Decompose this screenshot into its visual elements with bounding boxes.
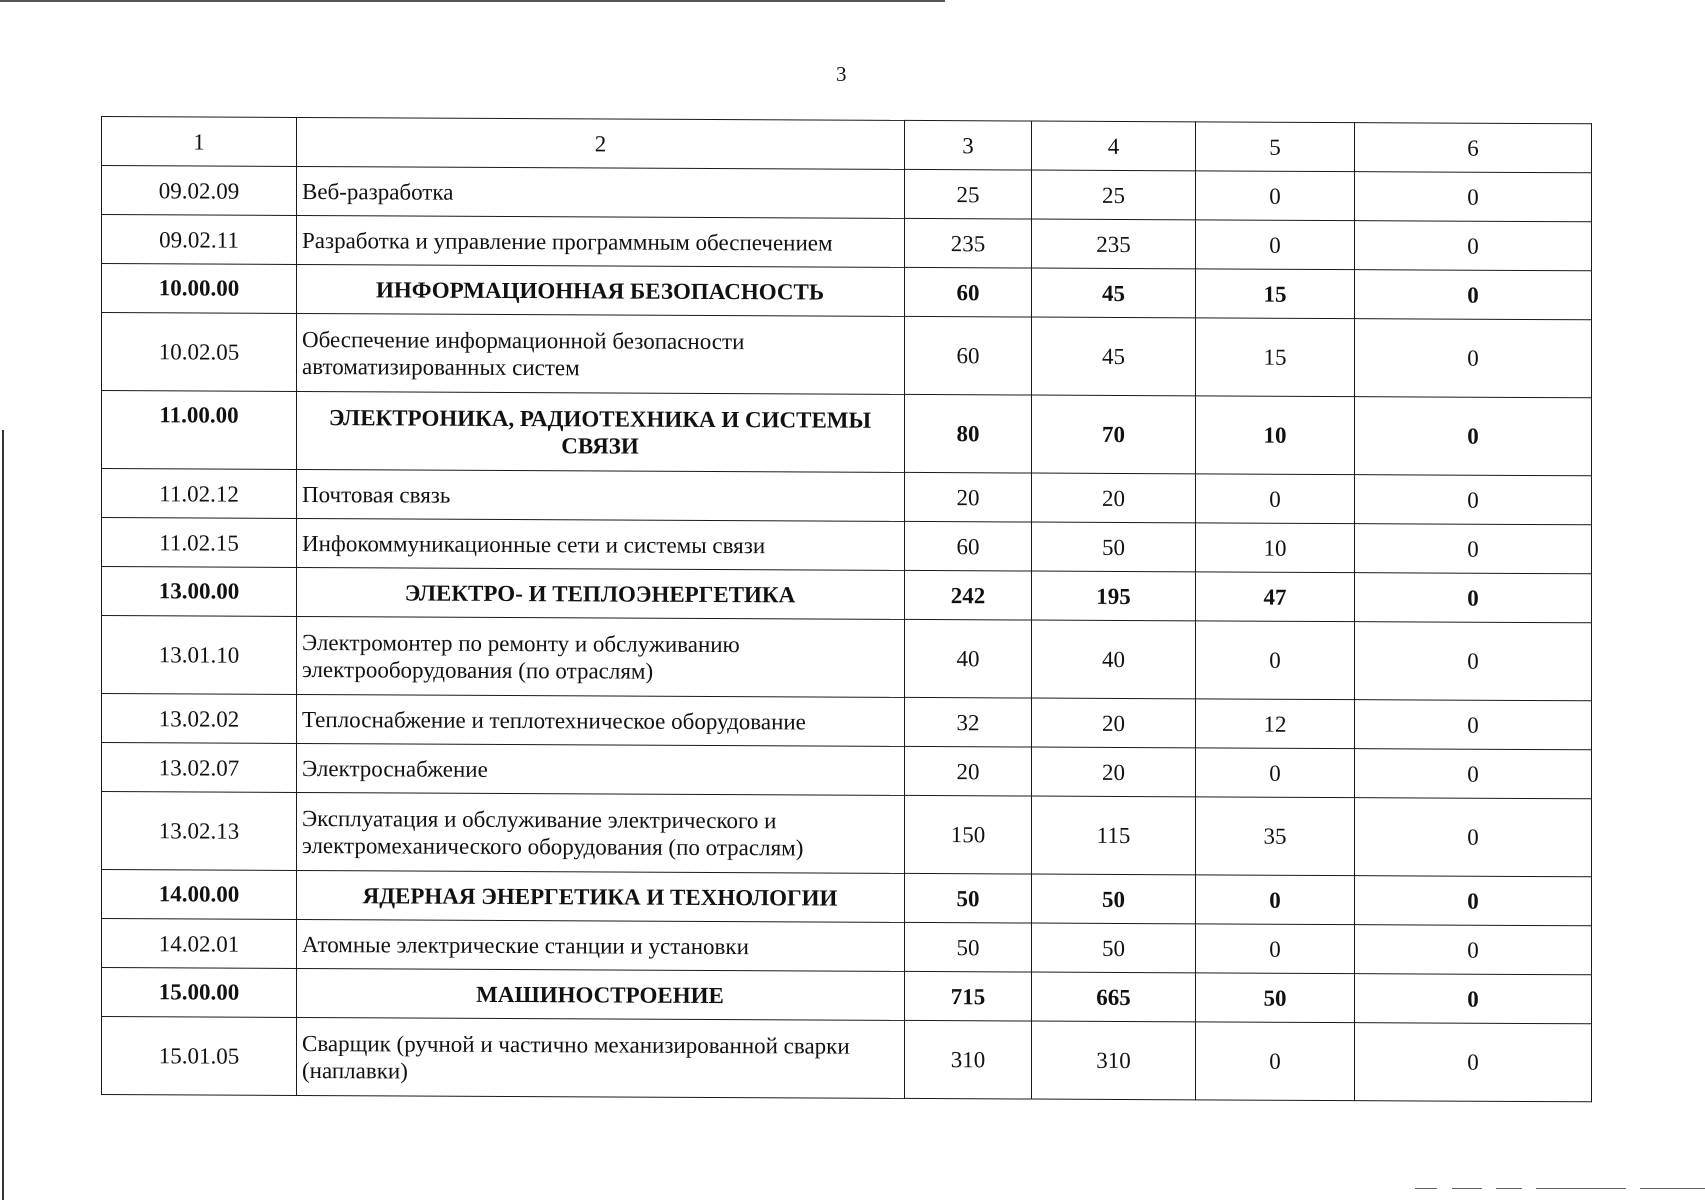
col6-cell: 0: [1355, 475, 1592, 525]
col4-cell: 115: [1032, 796, 1196, 875]
col3-cell: 40: [905, 619, 1032, 698]
col6-cell: 0: [1355, 270, 1592, 320]
table-row: [102, 743, 1592, 799]
col3-cell: 25: [905, 169, 1032, 219]
scan-mark: [1640, 1188, 1705, 1189]
code-cell: 13.02.02: [102, 694, 297, 744]
code-cell: 15.00.00: [102, 968, 297, 1018]
table-row: [102, 215, 1592, 271]
scan-edge-left: [2, 430, 4, 1200]
col3-cell: 150: [905, 795, 1032, 874]
col3-cell: 60: [905, 316, 1032, 395]
col4-cell: 50: [1032, 923, 1196, 973]
col3-cell: 715: [905, 971, 1032, 1021]
col3-cell: 310: [905, 1020, 1032, 1099]
code-cell: 11.02.12: [102, 469, 297, 519]
name-cell: Веб-разработка: [297, 166, 905, 218]
code-cell: 10.00.00: [102, 264, 297, 314]
col5-cell: 0: [1196, 924, 1355, 974]
code-cell: 10.02.05: [102, 313, 297, 392]
col6-cell: 0: [1355, 925, 1592, 975]
header-cell: 5: [1196, 122, 1355, 172]
col5-cell: 0: [1196, 875, 1355, 925]
header-cell: 1: [102, 117, 297, 167]
name-cell: ЯДЕРНАЯ ЭНЕРГЕТИКА И ТЕХНОЛОГИИ: [297, 870, 905, 922]
code-cell: 14.02.01: [102, 919, 297, 969]
col6-cell: 0: [1355, 974, 1592, 1024]
col5-cell: 12: [1196, 699, 1355, 749]
header-cell: 3: [905, 120, 1032, 170]
name-cell: ИНФОРМАЦИОННАЯ БЕЗОПАСНОСТЬ: [297, 264, 905, 316]
scan-mark: [1415, 1188, 1437, 1189]
table-row: [102, 469, 1592, 525]
code-cell: 09.02.11: [102, 215, 297, 265]
col3-cell: 60: [905, 267, 1032, 317]
section-row: [102, 968, 1592, 1024]
scan-mark: [1496, 1188, 1522, 1189]
col4-cell: 50: [1032, 874, 1196, 924]
code-cell: 13.02.13: [102, 792, 297, 871]
col6-cell: 0: [1355, 622, 1592, 701]
col6-cell: 0: [1355, 1023, 1592, 1102]
code-cell: 13.00.00: [102, 567, 297, 617]
col3-cell: 242: [905, 570, 1032, 620]
col5-cell: 10: [1196, 396, 1355, 475]
col6-cell: 0: [1355, 319, 1592, 398]
section-row: [102, 567, 1592, 623]
col5-cell: 0: [1196, 1022, 1355, 1101]
col5-cell: 47: [1196, 572, 1355, 622]
scan-edge-top: [0, 0, 945, 2]
table-row: [102, 313, 1592, 398]
name-cell: Электроснабжение: [297, 743, 905, 795]
header-row: [102, 117, 1592, 173]
name-cell: Теплоснабжение и теплотехническое оборудование: [297, 694, 905, 746]
table-row: [102, 919, 1592, 975]
col6-cell: 0: [1355, 221, 1592, 271]
name-cell: ЭЛЕКТРО- И ТЕПЛОЭНЕРГЕТИКА: [297, 567, 905, 619]
col3-cell: 20: [905, 746, 1032, 796]
col4-cell: 45: [1032, 268, 1196, 318]
table-row: [102, 694, 1592, 750]
col6-cell: 0: [1355, 798, 1592, 877]
col5-cell: 10: [1196, 523, 1355, 573]
col3-cell: 50: [905, 922, 1032, 972]
col5-cell: 0: [1196, 748, 1355, 798]
col3-cell: 32: [905, 697, 1032, 747]
table-row: [102, 518, 1592, 574]
code-cell: 11.00.00: [102, 391, 297, 470]
section-row: [102, 264, 1592, 320]
col4-cell: 20: [1032, 698, 1196, 748]
table-row: [102, 166, 1592, 222]
col5-cell: 35: [1196, 797, 1355, 876]
table-body: [102, 117, 1592, 1102]
code-cell: 11.02.15: [102, 518, 297, 568]
table-row: [102, 616, 1592, 701]
header-cell: 4: [1032, 121, 1196, 171]
col5-cell: 0: [1196, 621, 1355, 700]
table-row: [102, 792, 1592, 877]
col4-cell: 20: [1032, 747, 1196, 797]
col5-cell: 0: [1196, 171, 1355, 221]
specialty-table: [101, 116, 1592, 1102]
header-cell: 2: [297, 117, 905, 169]
name-cell: Разработка и управление программным обеспечением: [297, 215, 905, 267]
name-cell: МАШИНОСТРОЕНИЕ: [297, 968, 905, 1020]
name-cell: Инфокоммуникационные сети и системы связи: [297, 518, 905, 570]
page-number: 3: [836, 62, 847, 86]
col5-cell: 0: [1196, 220, 1355, 270]
code-cell: 13.02.07: [102, 743, 297, 793]
code-cell: 15.01.05: [102, 1017, 297, 1096]
col5-cell: 15: [1196, 269, 1355, 319]
section-row: [102, 870, 1592, 926]
name-cell: Почтовая связь: [297, 469, 905, 521]
table-row: [102, 1017, 1592, 1102]
scan-mark: [1536, 1188, 1626, 1189]
code-cell: 09.02.09: [102, 166, 297, 216]
col4-cell: 195: [1032, 571, 1196, 621]
section-row: [102, 391, 1592, 476]
header-cell: 6: [1355, 123, 1592, 173]
code-cell: 13.01.10: [102, 616, 297, 695]
col6-cell: 0: [1355, 700, 1592, 750]
col4-cell: 310: [1032, 1021, 1196, 1100]
col4-cell: 665: [1032, 972, 1196, 1022]
code-cell: 14.00.00: [102, 870, 297, 920]
name-cell: Обеспечение информационной безопасности автоматизированных систем: [297, 313, 905, 394]
col4-cell: 45: [1032, 317, 1196, 396]
col4-cell: 40: [1032, 620, 1196, 699]
name-cell: Эксплуатация и обслуживание электрического и электромеханического оборудования (по отраслям): [297, 792, 905, 873]
col4-cell: 20: [1032, 473, 1196, 523]
name-cell: Сварщик (ручной и частично механизированной сварки (наплавки): [297, 1017, 905, 1098]
col4-cell: 70: [1032, 395, 1196, 474]
col3-cell: 80: [905, 394, 1032, 473]
col6-cell: 0: [1355, 749, 1592, 799]
col3-cell: 50: [905, 873, 1032, 923]
col6-cell: 0: [1355, 573, 1592, 623]
col3-cell: 235: [905, 218, 1032, 268]
name-cell: ЭЛЕКТРОНИКА, РАДИОТЕХНИКА И СИСТЕМЫ СВЯЗИ: [297, 391, 905, 472]
col3-cell: 20: [905, 472, 1032, 522]
col5-cell: 0: [1196, 474, 1355, 524]
col5-cell: 50: [1196, 973, 1355, 1023]
scan-mark: [1452, 1188, 1482, 1189]
name-cell: Электромонтер по ремонту и обслуживанию электрооборудования (по отраслям): [297, 616, 905, 697]
name-cell: Атомные электрические станции и установки: [297, 919, 905, 971]
col3-cell: 60: [905, 521, 1032, 571]
col5-cell: 15: [1196, 318, 1355, 397]
col4-cell: 25: [1032, 170, 1196, 220]
col6-cell: 0: [1355, 876, 1592, 926]
col4-cell: 50: [1032, 522, 1196, 572]
col6-cell: 0: [1355, 172, 1592, 222]
col4-cell: 235: [1032, 219, 1196, 269]
col6-cell: 0: [1355, 524, 1592, 574]
col6-cell: 0: [1355, 397, 1592, 476]
